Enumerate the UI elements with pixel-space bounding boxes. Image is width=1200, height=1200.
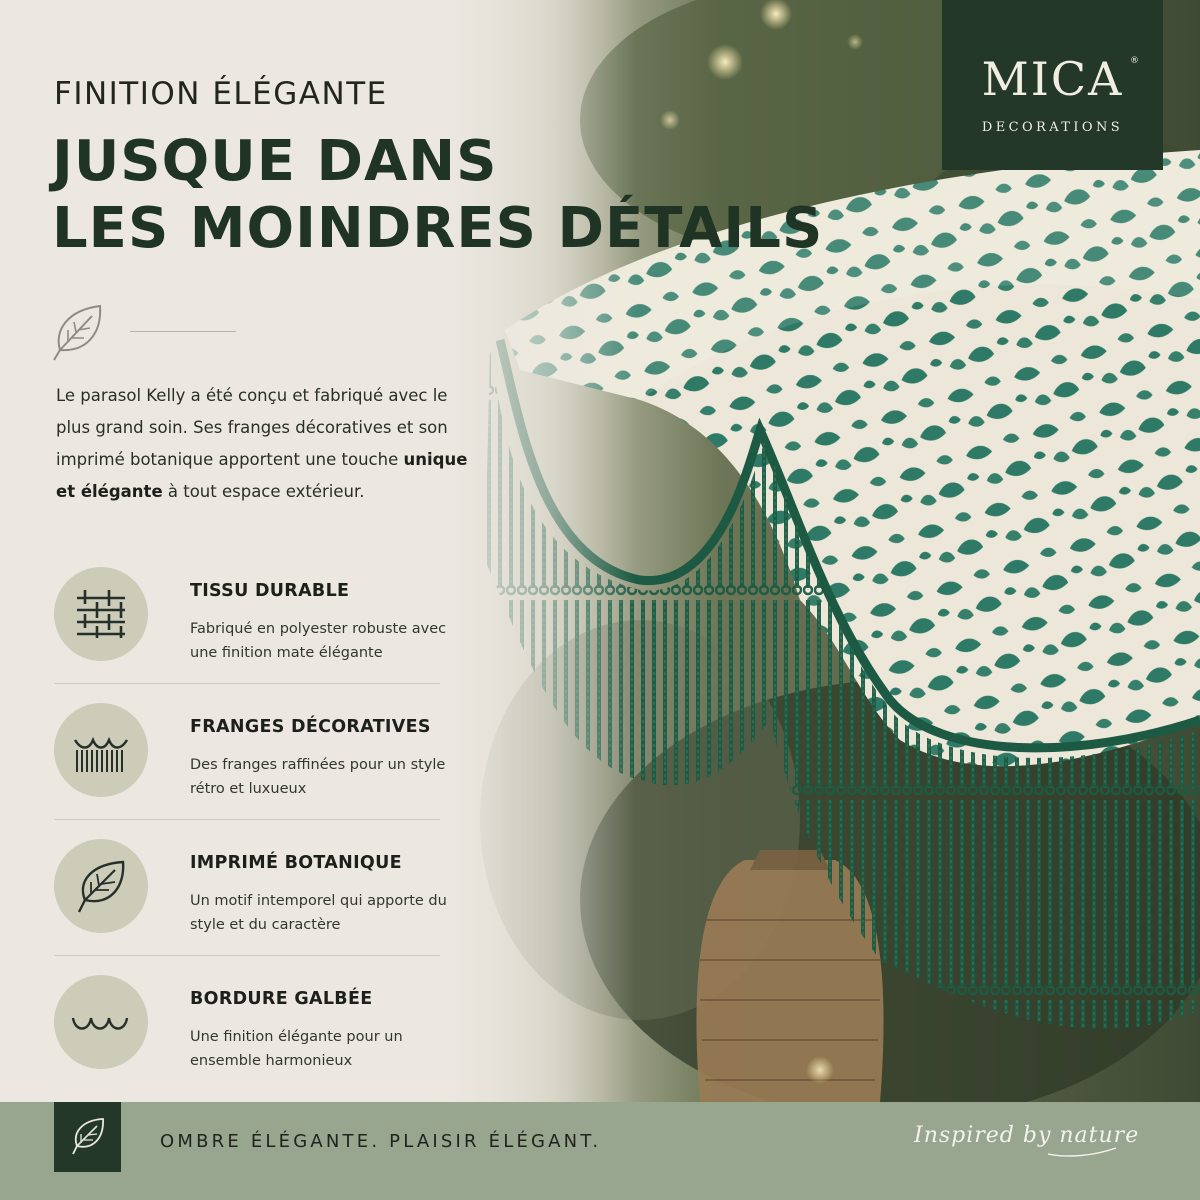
- divider: [54, 955, 440, 956]
- intro-text-1: Le parasol Kelly a été conçu et fabriqué avec le plus grand soin. Ses franges décoratives et son imprimé botanique apportent une touche: [56, 386, 448, 469]
- kicker-text: FINITION ÉLÉGANTE: [54, 76, 388, 112]
- divider: [54, 819, 440, 820]
- feature-item: [54, 567, 447, 677]
- feature-description: Un motif intemporel qui apporte du style et du caractère: [190, 893, 447, 933]
- mica-logo: [942, 0, 1163, 170]
- decorative-rule: [130, 331, 236, 332]
- brand-tagline: DECORATIONS: [981, 120, 1124, 135]
- divider: [54, 683, 440, 684]
- fabric-weave-icon: [71, 584, 131, 644]
- signature-swash: [1048, 1146, 1118, 1158]
- headline-line-1: JUSQUE DANS: [52, 129, 498, 194]
- footer-tagline: OMBRE ÉLÉGANTE. PLAISIR ÉLÉGANT.: [160, 1131, 602, 1152]
- feature-item: [54, 839, 447, 949]
- brand-name: MICA: [981, 52, 1124, 106]
- scalloped-edge-icon: [71, 992, 131, 1052]
- feature-title: TISSU DURABLE: [190, 581, 350, 601]
- feature-badge: [54, 567, 148, 661]
- leaf-outline-icon: [50, 300, 110, 364]
- feature-badge: [54, 975, 148, 1069]
- feature-description: Une finition élégante pour un ensemble harmonieux: [190, 1029, 403, 1069]
- footer-bar: [0, 1102, 1200, 1200]
- feature-title: FRANGES DÉCORATIVES: [190, 717, 431, 737]
- leaf-icon: [69, 1116, 107, 1158]
- leaf-icon: [71, 856, 131, 916]
- intro-text-2: à tout espace extérieur.: [162, 482, 365, 501]
- intro-paragraph: [56, 380, 476, 508]
- feature-description: Des franges raffinées pour un style rétro et luxueux: [190, 757, 446, 797]
- feature-description: Fabriqué en polyester robuste avec une finition mate élégante: [190, 621, 447, 661]
- feature-badge: [54, 839, 148, 933]
- page-title: [52, 128, 823, 262]
- fringe-icon: [71, 720, 131, 780]
- footer-signature: Inspired by nature: [914, 1123, 1140, 1148]
- footer-icon-box: [54, 1102, 121, 1172]
- headline-line-2: LES MOINDRES DÉTAILS: [52, 196, 824, 261]
- feature-title: IMPRIMÉ BOTANIQUE: [190, 853, 402, 873]
- feature-title: BORDURE GALBÉE: [190, 989, 373, 1009]
- feature-item: [54, 975, 444, 1085]
- feature-badge: [54, 703, 148, 797]
- registered-mark: ®: [1130, 56, 1139, 66]
- feature-item: [54, 703, 444, 813]
- intro-bold-text: unique et élégante: [56, 450, 468, 501]
